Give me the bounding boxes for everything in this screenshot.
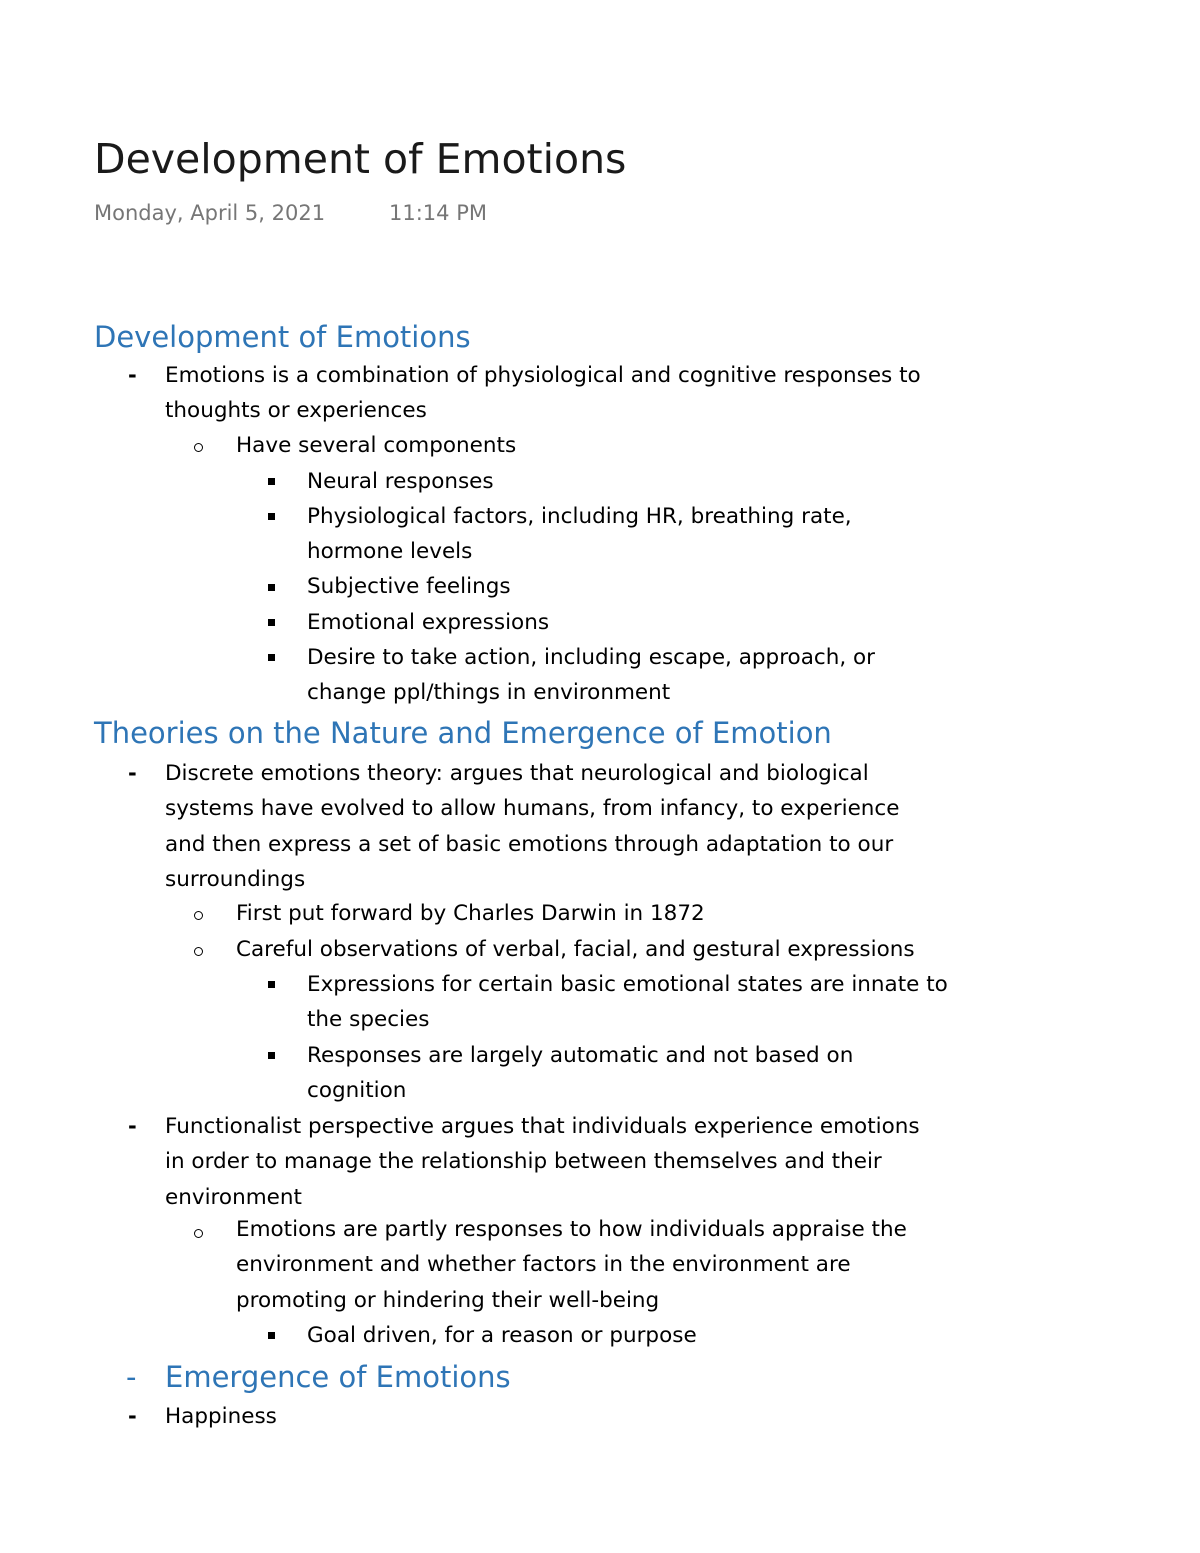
- list-item-text: Discrete emotions theory: argues that neurological and biological: [165, 761, 869, 786]
- sub-item-text: Emotions are partly responses to how individuals appraise the: [236, 1217, 907, 1242]
- sub-sub-item-text: Emotional expressions: [307, 610, 550, 635]
- section-heading-theories: Theories on the Nature and Emergence of Emotion: [94, 716, 832, 750]
- sub-sub-item-text: Goal driven, for a reason or purpose: [307, 1323, 697, 1348]
- sub-item-text: Careful observations of verbal, facial, and gestural expressions: [236, 937, 915, 962]
- dash-bullet: -: [128, 363, 137, 387]
- sub-sub-item-text: change ppl/things in environment: [307, 680, 671, 705]
- square-bullet: [268, 513, 275, 520]
- sub-sub-item-text: Responses are largely automatic and not based on: [307, 1043, 854, 1068]
- sub-item-text: environment and whether factors in the environment are: [236, 1252, 851, 1277]
- list-item-text: surroundings: [165, 867, 306, 892]
- page-time: 11:14 PM: [389, 201, 487, 225]
- dash-bullet-blue: -: [126, 1360, 137, 1394]
- list-item-text: Emotions is a combination of physiological and cognitive responses to: [165, 363, 921, 388]
- circle-bullet: [194, 443, 203, 452]
- dash-bullet: -: [128, 1404, 137, 1428]
- circle-bullet: [194, 1229, 203, 1238]
- sub-sub-item-text: Expressions for certain basic emotional states are innate to: [307, 972, 948, 997]
- dash-bullet: -: [128, 1114, 137, 1138]
- square-bullet: [268, 981, 275, 988]
- list-item-text: environment: [165, 1185, 302, 1210]
- page-date: Monday, April 5, 2021: [94, 201, 326, 225]
- sub-sub-item-text: Physiological factors, including HR, breathing rate,: [307, 504, 852, 529]
- square-bullet: [268, 584, 275, 591]
- list-item-text: in order to manage the relationship between themselves and their: [165, 1149, 882, 1174]
- sub-sub-item-text: Neural responses: [307, 469, 494, 494]
- section-heading-development: Development of Emotions: [94, 320, 471, 354]
- page-title: Development of Emotions: [94, 135, 627, 183]
- sub-sub-item-text: hormone levels: [307, 539, 473, 564]
- circle-bullet: [194, 911, 203, 920]
- sub-sub-item-text: Subjective feelings: [307, 574, 511, 599]
- dash-bullet: -: [128, 761, 137, 785]
- sub-sub-item-text: cognition: [307, 1078, 407, 1103]
- list-item-text: thoughts or experiences: [165, 398, 427, 423]
- square-bullet: [268, 478, 275, 485]
- circle-bullet: [194, 947, 203, 956]
- section-heading-emergence: Emergence of Emotions: [165, 1360, 511, 1394]
- sub-sub-item-text: the species: [307, 1007, 430, 1032]
- sub-sub-item-text: Desire to take action, including escape, approach, or: [307, 645, 875, 670]
- sub-item-text: Have several components: [236, 433, 517, 458]
- list-item-text: Happiness: [165, 1404, 277, 1429]
- list-item-text: and then express a set of basic emotions through adaptation to our: [165, 832, 894, 857]
- sub-item-text: promoting or hindering their well-being: [236, 1288, 660, 1313]
- square-bullet: [268, 654, 275, 661]
- list-item-text: systems have evolved to allow humans, from infancy, to experience: [165, 796, 900, 821]
- sub-item-text: First put forward by Charles Darwin in 1872: [236, 901, 705, 926]
- square-bullet: [268, 1332, 275, 1339]
- list-item-text: Functionalist perspective argues that individuals experience emotions: [165, 1114, 920, 1139]
- square-bullet: [268, 1052, 275, 1059]
- square-bullet: [268, 619, 275, 626]
